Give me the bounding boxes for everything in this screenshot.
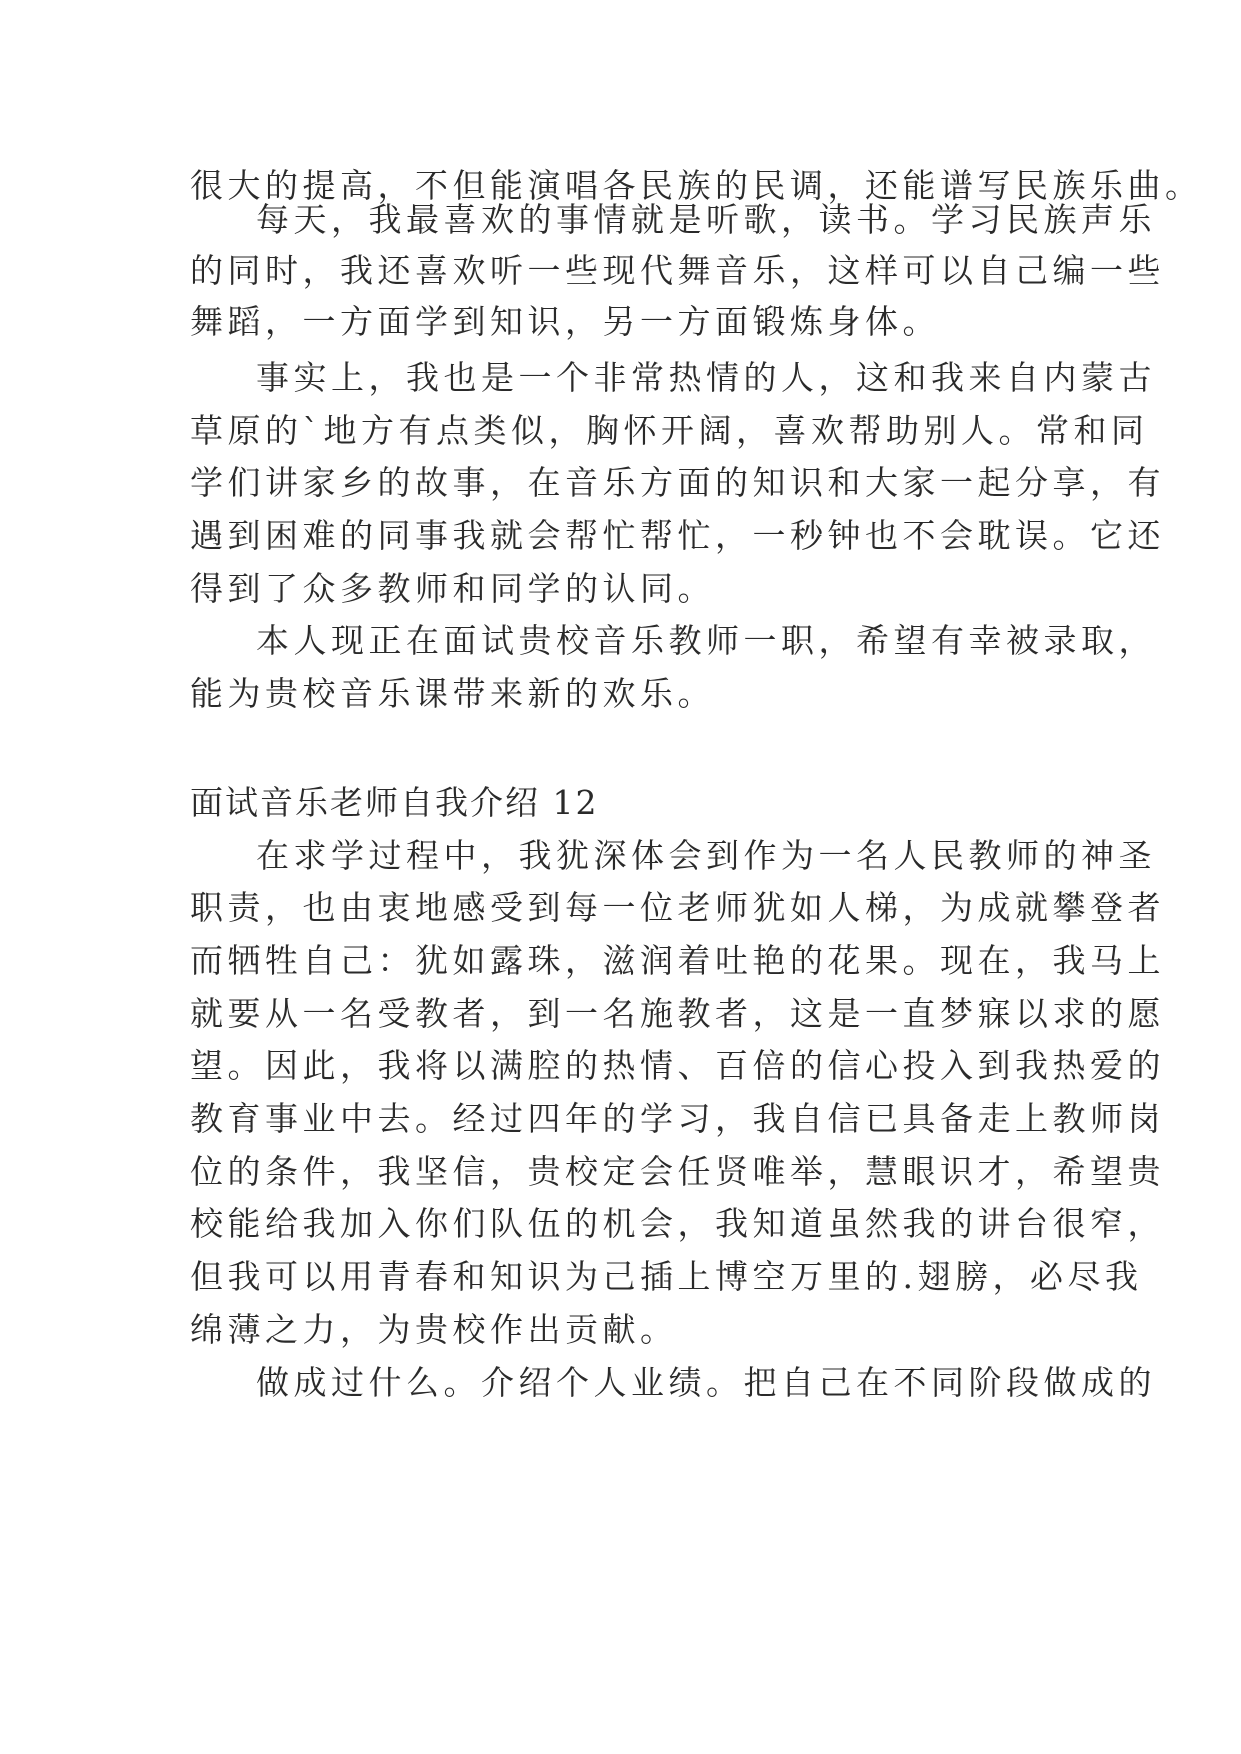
paragraph-line: 位的条件，我坚信，贵校定会任贤唯举，慧眼识才，希望贵 [190, 1152, 1165, 1191]
paragraph-line: 绵薄之力，为贵校作出贡献。 [190, 1310, 678, 1349]
paragraph-line: 职责，也由衷地感受到每一位老师犹如人梯，为成就攀登者 [190, 888, 1165, 927]
paragraph-line: 望。因此，我将以满腔的热情、百倍的信心投入到我热爱的 [190, 1046, 1165, 1085]
paragraph-line: 草原的`地方有点类似，胸怀开阔，喜欢帮助别人。常和同 [190, 411, 1149, 450]
paragraph-line: 事实上，我也是一个非常热情的人，这和我来自内蒙古 [256, 358, 1156, 397]
paragraph-line: 得到了众多教师和同学的认同。 [190, 569, 715, 608]
paragraph-line: 本人现正在面试贵校音乐教师一职，希望有幸被录取， [256, 621, 1156, 660]
paragraph-line: 遇到困难的同事我就会帮忙帮忙，一秒钟也不会耽误。它还 [190, 516, 1165, 555]
paragraph-line: 教育事业中去。经过四年的学习，我自信已具备走上教师岗 [190, 1099, 1165, 1138]
paragraph-line: 在求学过程中，我犹深体会到作为一名人民教师的神圣 [256, 836, 1156, 875]
paragraph-line: 学们讲家乡的故事，在音乐方面的知识和大家一起分享，有 [190, 463, 1165, 502]
paragraph-line: 很大的提高，不但能演唱各民族的民调，还能谱写民族乐曲。 [190, 166, 1203, 205]
paragraph-line: 能为贵校音乐课带来新的欢乐。 [190, 674, 715, 713]
paragraph-line: 校能给我加入你们队伍的机会，我知道虽然我的讲台很窄， [190, 1204, 1165, 1243]
paragraph-line: 的同时，我还喜欢听一些现代舞音乐，这样可以自己编一些 [190, 251, 1165, 290]
paragraph-line: 而牺牲自己：犹如露珠，滋润着吐艳的花果。现在，我马上 [190, 941, 1165, 980]
paragraph-line: 就要从一名受教者，到一名施教者，这是一直梦寐以求的愿 [190, 994, 1165, 1033]
section-heading: 面试音乐老师自我介绍 12 [190, 783, 599, 822]
paragraph-line: 做成过什么。介绍个人业绩。把自己在不同阶段做成的 [256, 1363, 1156, 1402]
paragraph-line: 每天，我最喜欢的事情就是听歌，读书。学习民族声乐 [256, 200, 1156, 239]
paragraph-line: 但我可以用青春和知识为己插上博空万里的.翅膀，必尽我 [190, 1257, 1143, 1296]
paragraph-line: 舞蹈，一方面学到知识，另一方面锻炼身体。 [190, 302, 940, 341]
